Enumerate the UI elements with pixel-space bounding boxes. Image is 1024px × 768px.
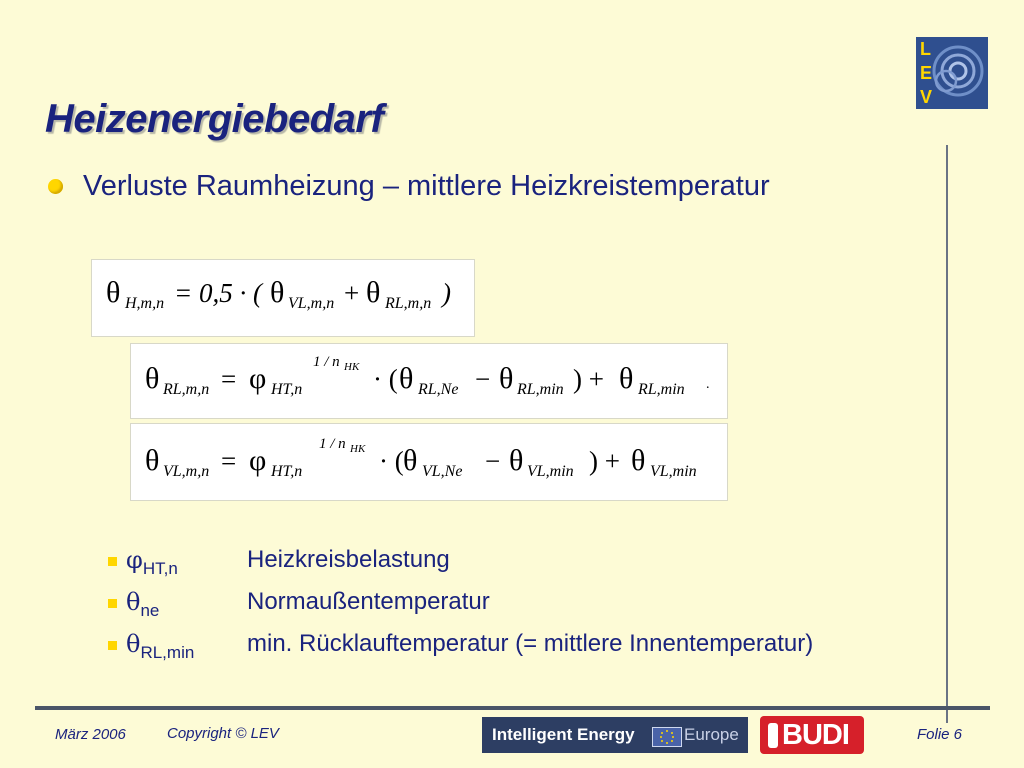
f3-b: θ: [509, 444, 524, 477]
f3-exp-sub: HK: [350, 443, 366, 455]
f3-a-sub: VL,Ne: [422, 463, 463, 480]
f2-close: ) +: [573, 364, 604, 394]
legend-description: Heizkreisbelastung: [247, 546, 450, 573]
f1-lhs-sub: H,m,n: [125, 295, 165, 312]
footer-copyright: Copyright © LEV: [167, 725, 279, 742]
slide-number: Folie 6: [917, 726, 963, 743]
f3-c: θ: [631, 444, 646, 477]
square-bullet-icon: [108, 641, 117, 650]
footer-divider: [35, 706, 990, 710]
intelligent-energy-europe-logo: [482, 717, 748, 753]
f2-b: θ: [499, 362, 514, 395]
budi-i-icon: [768, 723, 778, 748]
f2-lhs-sub: RL,m,n: [163, 381, 210, 398]
f3-a: θ: [403, 444, 418, 477]
f3-eq: =: [221, 446, 237, 476]
f2-c: θ: [619, 362, 634, 395]
bullet-dot-icon: [48, 179, 63, 194]
legend-symbol: $\theta_{ne}$: [126, 588, 160, 620]
f3-lhs: θ: [145, 444, 160, 477]
f3-close: ) +: [589, 446, 620, 476]
main-bullet: [48, 170, 770, 203]
budi-logo: [760, 716, 864, 754]
eu-flag-icon: [652, 727, 682, 747]
f2-lhs: θ: [145, 362, 160, 395]
f2-a: θ: [399, 362, 414, 395]
ie-logo-europe: Europe: [684, 725, 739, 744]
formula-return-temperature: [130, 343, 728, 419]
f3-exp: 1 / n: [319, 436, 346, 452]
f2-a-sub: RL,Ne: [418, 381, 459, 398]
lev-logo: [916, 37, 988, 109]
legend-symbol: $\varphi_{HT,n}$: [126, 546, 178, 578]
f3-lhs-sub: VL,m,n: [163, 463, 210, 480]
legend-symbol: $\theta_{RL,min}$: [126, 630, 195, 662]
bullet-text: Verluste Raumheizung – mittlere Heizkreistemperatur: [83, 170, 770, 202]
footer-date: März 2006: [55, 726, 126, 743]
legend-description: min. Rücklauftemperatur (= mittlere Innentemperatur): [247, 630, 814, 657]
f3-phi: φ: [249, 444, 267, 477]
f3-b-sub: VL,min: [527, 463, 574, 480]
formula-flow-temperature: [130, 423, 728, 501]
f3-minus: −: [485, 446, 501, 476]
formula-mean-temperature: [91, 259, 475, 337]
f2-end: .: [706, 377, 710, 392]
f2-phi: φ: [249, 362, 267, 395]
f1-eq: = 0,5 · (: [174, 278, 262, 308]
f2-minus: −: [475, 364, 491, 394]
f1-t2-sub: RL,m,n: [385, 295, 432, 312]
logo-letter-l: L: [920, 39, 931, 59]
f1-t1: θ: [270, 276, 285, 309]
f2-b-sub: RL,min: [517, 381, 564, 398]
slide-title: Heizenergiebedarf: [45, 97, 384, 141]
ie-logo-text: Intelligent Energy: [492, 725, 635, 744]
vertical-divider: [946, 145, 948, 723]
legend-description: Normaußentemperatur: [247, 588, 490, 615]
f3-dot: · (: [379, 446, 404, 476]
f1-plus: +: [344, 278, 360, 308]
f1-t2: θ: [366, 276, 381, 309]
f3-c-sub: VL,min: [650, 463, 697, 480]
f3-phi-sub: HT,n: [271, 463, 303, 480]
budi-logo-text: BUDI: [782, 719, 849, 751]
f1-t1-sub: VL,m,n: [288, 295, 335, 312]
square-bullet-icon: [108, 599, 117, 608]
f2-phi-sub: HT,n: [271, 381, 303, 398]
f1-close: ): [442, 278, 451, 308]
f1-lhs: θ: [106, 276, 121, 309]
f2-exp: 1 / n: [313, 354, 340, 370]
logo-letter-v: V: [920, 87, 933, 107]
f2-exp-sub: HK: [344, 361, 360, 373]
square-bullet-icon: [108, 557, 117, 566]
logo-letter-e: E: [920, 63, 933, 83]
f2-dot: · (: [373, 364, 398, 394]
f2-c-sub: RL,min: [638, 381, 685, 398]
f2-eq: =: [221, 364, 237, 394]
